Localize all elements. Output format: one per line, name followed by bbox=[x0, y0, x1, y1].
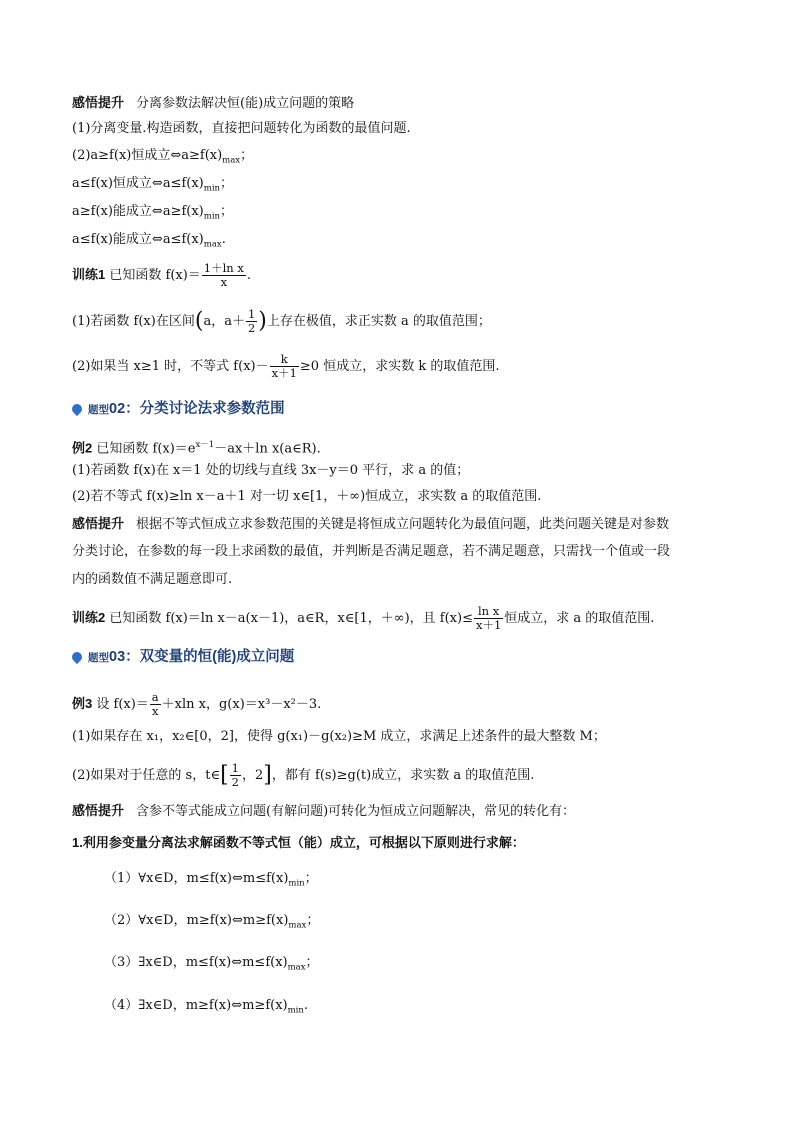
tip-line-3: a≤f(x)恒成立$\Leftrightarrow a\le f(x)_{min}$； bbox=[72, 176, 234, 194]
tip-2-line-3: 内的函数值不满足题意即可. bbox=[72, 572, 233, 587]
training-2-stem: 训练2 已知函数 f(x)＝ln x－a(x－1)，a∈R，x∈[1，＋∞)，且 f(x)≤ $\frac{\text{ln x}}{x+1}$ 恒成立，求 a 的取值范围. bbox=[72, 604, 655, 632]
example-3-q1: (1)如果存在 x₁，x₂∈[0，2]，使得 g(x₁)－g(x₂)≥M 成立，求满足上述条件的最大整数 M； bbox=[72, 729, 606, 744]
rule-1: （1）∀x∈D，$m\le f(x)\Leftrightarrow m\le f(x)_{min}$； bbox=[104, 871, 318, 889]
rule-title: 1.利用参变量分离法求解函数不等式恒（能）成立，可根据以下原则进行求解： bbox=[72, 835, 525, 850]
tip-line-5: a≤f(x)能成立$\Leftrightarrow a\le f(x)_{max}$. bbox=[72, 232, 226, 250]
training-1-q2: (2)如果当 x≥1 时，不等式 f(x)－ $\frac{k}{x+1}$ ≥0 恒成立，求实数 k 的取值范围. bbox=[72, 352, 500, 380]
fraction: $\frac{\text{1＋ln x}}{x}$ bbox=[203, 261, 244, 289]
location-pin-icon bbox=[70, 402, 84, 416]
example-2-q2: (2)若不等式 f(x)≥ln x－a＋1 对一切 x∈[1，＋∞)恒成立，求实数 a 的取值范围. bbox=[72, 489, 542, 504]
tip-line-1: (1)分离变量.构造函数，直接把问题转化为函数的最值问题. bbox=[72, 121, 411, 136]
example-3-q2: (2)如果对于任意的 s，t∈[ $\frac{1}{2}$ ，2]，都有 f(s)≥g(t)成立，求实数 a 的取值范围. bbox=[72, 761, 535, 789]
tip-2-line-2: 分类讨论，在参数的每一段上求函数的最值，并判断是否满足题意，若不满足题意，只需找一个值或一段 bbox=[72, 544, 671, 559]
training-1-stem: 训练1 已知函数 f(x)＝ $\frac{\text{1＋ln x}}{x}$ . bbox=[72, 261, 251, 289]
rule-4: （4）∃x∈D，$m\ge f(x)\Leftrightarrow m\ge f(x)_{min}$. bbox=[104, 998, 309, 1016]
tip-2-line-1: 感悟提升 根据不等式恒成立求参数范围的关键是将恒成立问题转化为最值问题，此类问题关键是对参数 bbox=[72, 516, 670, 532]
tip-heading-1: 感悟提升 分离参数法解决恒(能)成立问题的策略 bbox=[72, 95, 355, 111]
example-3-stem: 例3 设 f(x)＝ $\frac{a}{x}$ ＋xln x，g(x)＝x³－x²－3. bbox=[72, 690, 322, 718]
tip-line-4: a≥f(x)能成立$\Leftrightarrow a\ge f(x)_{min}$； bbox=[72, 204, 234, 222]
rule-3: （3）∃x∈D，$m\le f(x)\Leftrightarrow m\le f(x)_{max}$； bbox=[104, 955, 319, 973]
example-2-stem: 例2 已知函数 $f(x)=e^{x-1}-ax+\ln$ x(a∈R). bbox=[72, 440, 321, 457]
section-heading-02: 题型02：分类讨论法求参数范围 bbox=[72, 400, 285, 419]
tip-3-line: 感悟提升 含参不等式能成立问题(有解问题)可转化为恒成立问题解决，常见的转化有： bbox=[72, 803, 576, 819]
rule-2: （2）∀x∈D，$m\ge f(x)\Leftrightarrow m\ge f(x)_{max}$； bbox=[104, 913, 320, 931]
section-heading-03: 题型03：双变量的恒(能)成立问题 bbox=[72, 648, 294, 667]
location-pin-icon bbox=[70, 650, 84, 664]
tip-line-2: (2)a≥f(x)恒成立$\Leftrightarrow a\ge f(x)_{max}$； bbox=[72, 148, 254, 166]
example-2-q1: (1)若函数 f(x)在 x＝1 处的切线与直线 3x－y＝0 平行，求 a 的值； bbox=[72, 463, 470, 478]
training-1-q1: (1)若函数 f(x)在区间(a，a＋ $\frac{1}{2}$ )上存在极值，求正实数 a 的取值范围； bbox=[72, 307, 491, 335]
